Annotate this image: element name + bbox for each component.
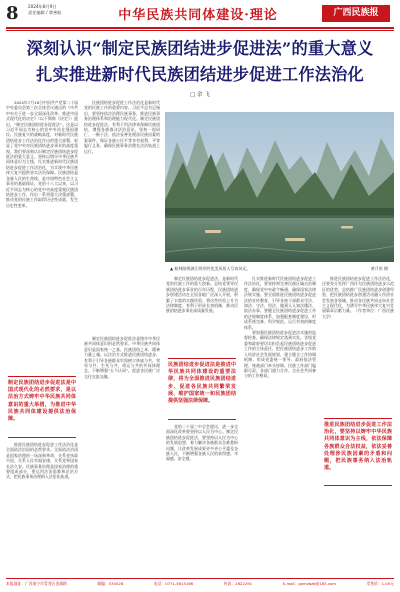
newspaper-masthead: 广西民族报 xyxy=(322,5,390,22)
body-column-1b xyxy=(6,442,78,574)
body-column-5 xyxy=(322,276,394,414)
photo-credit: 黄月彤 摄 xyxy=(370,266,388,271)
paragraph: 要加强民族团结进步促进法实施的监督检查，确保法律规定落到实处。各级党委和政府要切实担负起民族团结进步促进工作的主体责任，把民族团结进步工作纳入经济社会发展规划，建立健全工作协调机制，形成党委统一领导、政府依法管理、统战部门牵头协调、民族工作部门履职尽责、各部门通力合作、全社会共同参与的工作格局。 xyxy=(244,330,316,379)
body-column-3 xyxy=(166,276,238,354)
body-column-1 xyxy=(6,100,78,373)
footer-rule xyxy=(6,578,394,579)
paragraph: 2024年7月18日中国共产党第二十届中央委员会第三次全体会议通过的《中共中央关于进一步全面深化改革、推进中国式现代化的决定》（以下简称《决定》）提出，“制定民族团结进步促进法”。这是以习近平同志为核心的党中央站在强国建设、民族复兴的战略高度，对新时代民族团结进步工作法治化作出的重大部署，彰显了党中央对民族团结进步事业的高度重视。我们要深刻认识制定民族团结进步促进法的重大意义，坚持以铸牢中华民族共同体意识为主线，扎实推进新时代民族团结进步促进工作法治化，为实现中华民族伟大复兴提供坚实法治保障。民族团结是各族人民的生命线，是中国特色社会主义事业的基础保证。党的十八大以来，以习近平同志为核心的党中央高度重视民族团结进步工作，作出一系列重大决策部署，推动党的民族工作取得历史性成就、发生历史性变革。 xyxy=(6,100,78,208)
article-headline-sub: 扎实推进新时代民族团结进步促进工作法治化 xyxy=(36,65,364,84)
paragraph: 制定民族团结进步促进法是铸牢中华民族共同体意识的必然要求。中华民族共同体意识是国家统一之基、民族团结之本、精神力量之魂。以法治方式推进民族团结进步，有利于引导各族群众牢固树立休戚与共、荣辱与共、生死与共、命运与共的共同体理念，不断增强“五个认同”，促进各民族广泛交往交流交融。 xyxy=(84,336,160,379)
paragraph: 推进民族团结进步促进工作法治化是全面依法治国的必然要求。全面依法治国是国家治理的一场深刻革命，关系党执政兴国，关系人民幸福安康，关系党和国家长治久安。民族事务治理是国家治理的重要组成部分，要运用法治思维和法治方式，把民族事务治理纳入法治化轨道。 xyxy=(6,442,78,480)
page-footer xyxy=(6,580,394,588)
column-title: 中华民族共同体建设·理论 xyxy=(118,8,278,23)
footer-email: E-mail：gxmzbzb@163.com xyxy=(282,581,336,586)
pull-quote-2: 民族团结进步促进法是推进中华民族共同体建设的重要法律，将为全面推进民族团结进步、促进各民族共同繁荣发展、维护国家统一和民族团结提供坚强法律保障。 xyxy=(168,358,236,420)
paragraph: 党的二十届三中全会提出，进一步全面深化改革要坚持以人民为中心。制定民族团结进步促进法，要坚持以人民为中心的发展思想，着力解决各族群众急难愁盼问题，让改革发展成果更多更公平惠及各族人民，不断增强各族人民的获得感、幸福感、安全感。 xyxy=(166,424,238,462)
responsible-editor: 责任编辑 / 覃善航 xyxy=(28,9,62,15)
footer-phone: 电话：0771-5615166 xyxy=(153,581,194,586)
paragraph: 制定民族团结进步促进法，是新时代党的民族工作的重大创新。总结党领导民族团结进步事业的百年历程，民族团结进步创建活动在全国各地广泛深入开展，积累了丰富的实践经验。将这些经验上升为法律制度，有利于形成长效机制，推动民族团结进步事业高质量发展。 xyxy=(166,276,238,314)
body-column-2b xyxy=(84,336,160,574)
page-header xyxy=(0,0,400,30)
page-number: 8 xyxy=(6,3,19,24)
paragraph: 推进民族团结进步促进工作法治化，还要充分发挥广西作为民族团结进步示范区的优势，总结推广民族团结进步创建经验，把民族团结进步创建活动融入经济社会发展各领域，推动各民族共同走向社会主义现代化，为谱写中华民族伟大复兴壮丽篇章贡献力量。（作者单位：广西民族大学） xyxy=(322,276,394,319)
issue-meta xyxy=(28,4,61,15)
photo-caption: ▲ 桂林阳朔漓江两岸的优美风景人写真风光。 xyxy=(170,266,251,271)
landscape-photo xyxy=(165,112,394,262)
article-headline-main: 深刻认识“制定民族团结进步促进法”的重大意义 xyxy=(26,39,374,58)
issue-date: 2024年8月9日 xyxy=(28,4,57,9)
karst-landscape-image xyxy=(165,112,394,262)
body-column-2 xyxy=(84,100,160,334)
footer-address: 本报地址：广西南宁市青秀区金湖路 xyxy=(6,581,67,586)
header-rule-thin xyxy=(6,30,394,31)
pull-quote-1: 制定民族团结进步促进法是中国式现代化的必然要求，是以法治方式铸牢中华民族共同体意识的重大举措，为推进中华民族共同体建设提供法治保障。 xyxy=(8,376,76,438)
paragraph: 扎实推进新时代民族团结进步促进工作法治化，要坚持和完善民族区域自治制度，确保党中央政令畅通，确保国家法律法规实施。要全面推进民族团结进步促进法的宣传教育，引导各族干部群众学法、知法、守法、用法，做到人人知法懂法、依法办事。要健全民族团结进步促进工作的法规制度体系，加强配套制度建设，形成系统完备、科学规范、运行有效的制度体系。 xyxy=(244,276,316,330)
header-rule xyxy=(6,27,394,29)
footer-postcode: 邮编：530028 xyxy=(97,581,124,586)
pull-quote-3: 推进民族团结进步促进工作法治化，要坚持以铸牢中华民族共同体意识为主线，依法保障各族群众合法权益，依法妥善处理涉民族因素的矛盾和问题，把民族事务纳入法治轨道。 xyxy=(324,418,392,486)
paragraph: 民族团结进步促进工作法治化是新时代党的民族工作的重要内容。习近平总书记指出，要坚持依法治理民族事务，推进民族事务治理体系和治理能力现代化。制定民族团结进步促进法，有利于用法律来保障民族团结，增强各族群众法治意识，坚持一视同仁、一断于法，依法妥善处理涉民族因素的案事件，保证各族公民平等享有权利、平等履行义务，确保民族事务治理在法治轨道上运行。 xyxy=(84,100,160,154)
article-byline: □ 余 飞 xyxy=(190,92,210,98)
body-column-4 xyxy=(244,276,316,574)
footer-price: 零售价：1.00元 xyxy=(366,581,394,586)
body-column-3b xyxy=(166,424,238,574)
footer-fax: 传真：2622291 xyxy=(223,581,253,586)
